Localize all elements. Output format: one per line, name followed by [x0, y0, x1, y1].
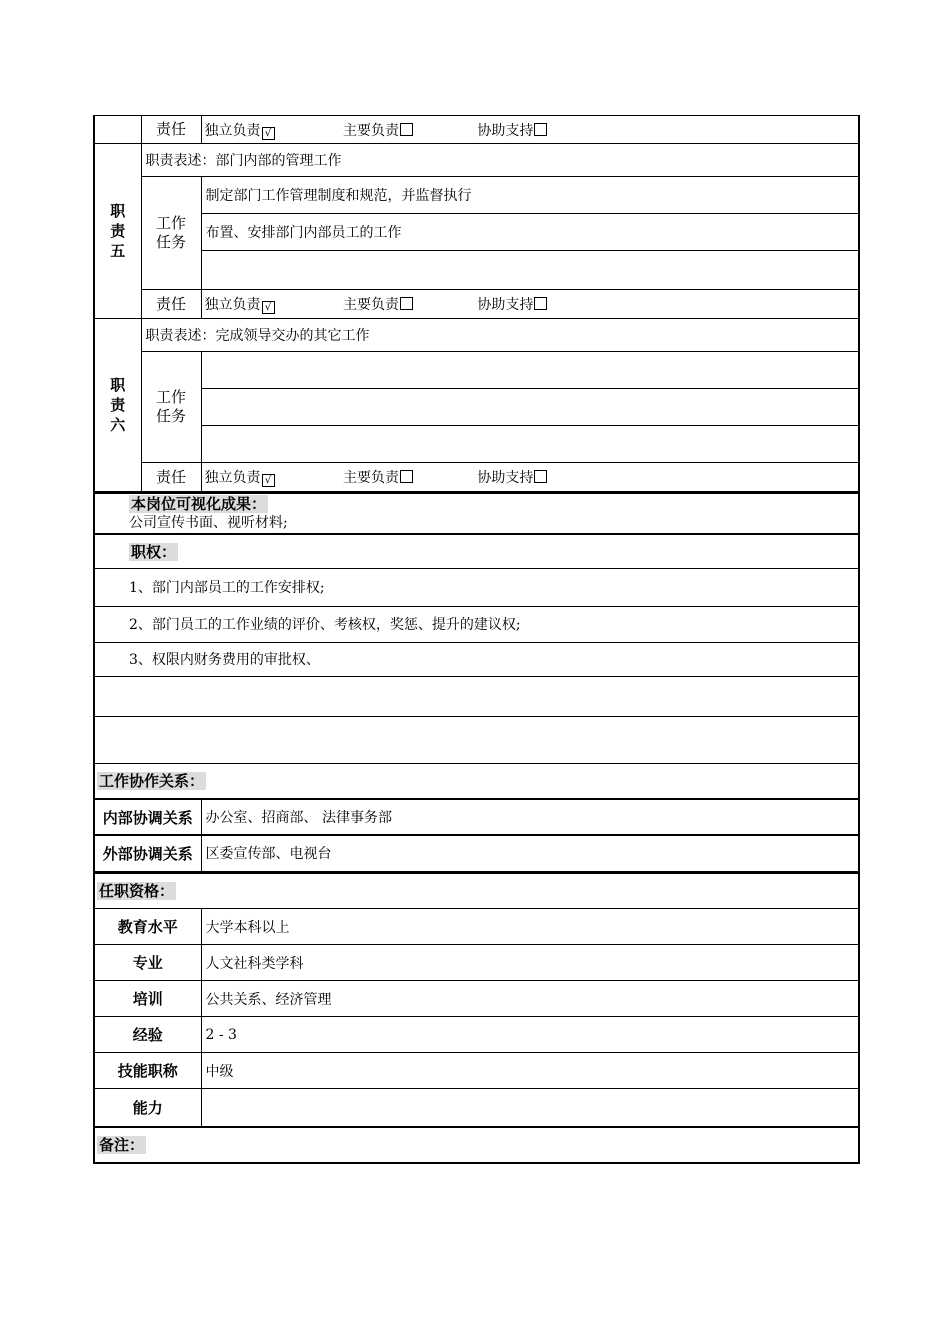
- qualification-row: [94, 1053, 859, 1089]
- authority-item-row: [94, 642, 859, 676]
- main-checkbox[interactable]: [400, 470, 413, 483]
- duty5-description: 职责表述：部门内部的管理工作: [141, 144, 859, 177]
- independent-checkbox[interactable]: √: [262, 301, 275, 314]
- independent-checkbox[interactable]: √: [262, 127, 275, 140]
- resp-label: 责任: [141, 116, 201, 144]
- authority-table: [93, 492, 860, 872]
- authority-heading-row: [94, 534, 859, 568]
- internal-coop-value: 办公室、招商部、 法律事务部: [201, 799, 859, 835]
- responsibility-options: 独立负责 √ 主要负责 协助支持: [201, 463, 859, 492]
- duty6-task-row: [94, 389, 859, 426]
- authority-item-row: [94, 676, 859, 716]
- authority-item-1: 1、部门内部员工的工作安排权;: [94, 568, 859, 606]
- qualification-row: [94, 909, 859, 945]
- authority-item-row: [94, 568, 859, 606]
- main-checkbox[interactable]: [400, 297, 413, 310]
- duty6-task-1: [201, 352, 859, 389]
- duty5-task-row: [94, 177, 859, 214]
- remarks-heading: 备注：: [99, 1136, 145, 1154]
- qualification-row: [94, 945, 859, 981]
- resp-label: 责任: [141, 463, 201, 492]
- visual-results-content: 公司宣传书面、视听材料;: [129, 515, 288, 531]
- duty6-task-3: [201, 426, 859, 463]
- internal-coop-label: 内部协调关系: [94, 799, 201, 835]
- duties-table: [93, 115, 860, 492]
- training-value: 公共关系、经济管理: [201, 981, 859, 1017]
- duty6-responsibility-row: [94, 463, 859, 492]
- independent-checkbox[interactable]: √: [262, 474, 275, 487]
- main-checkbox[interactable]: [400, 123, 413, 136]
- major-value: 人文社科类学科: [201, 945, 859, 981]
- visual-results-row: [94, 493, 859, 534]
- education-value: 大学本科以上: [201, 909, 859, 945]
- skill-title-label: 技能职称: [94, 1053, 201, 1089]
- duty6-task-label: 工作 任务: [141, 352, 201, 463]
- skill-title-value: 中级: [201, 1053, 859, 1089]
- authority-item-4: [94, 676, 859, 716]
- qualifications-table: [93, 872, 860, 1164]
- qualification-row: [94, 981, 859, 1017]
- experience-label: 经验: [94, 1017, 201, 1053]
- ability-value: [201, 1089, 859, 1127]
- duty5-task-row: [94, 214, 859, 251]
- resp-label: 责任: [141, 290, 201, 319]
- qualifications-heading: 任职资格：: [99, 882, 175, 901]
- visual-results-heading: 本岗位可视化成果：: [131, 495, 267, 513]
- job-description-sheet: [93, 115, 858, 1164]
- assist-checkbox[interactable]: [534, 123, 547, 136]
- authority-item-row: [94, 716, 859, 763]
- duty5-description-row: [94, 144, 859, 177]
- duty5-task-row: [94, 251, 859, 290]
- duty6-description: 职责表述：完成领导交办的其它工作: [141, 319, 859, 352]
- experience-value: 2 - 3: [201, 1017, 859, 1053]
- internal-coop-row: [94, 799, 859, 835]
- authority-item-2: 2、部门员工的工作业绩的评价、考核权，奖惩、提升的建议权;: [94, 606, 859, 642]
- external-coop-row: [94, 835, 859, 871]
- authority-item-3: 3、权限内财务费用的审批权、: [94, 642, 859, 676]
- responsibility-options: 独立负责 √ 主要负责 协助支持: [201, 116, 859, 144]
- external-coop-value: 区委宣传部、电视台: [201, 835, 859, 871]
- major-label: 专业: [94, 945, 201, 981]
- duty6-description-row: [94, 319, 859, 352]
- qualifications-heading-row: [94, 873, 859, 909]
- duty5-task-3: [201, 251, 859, 290]
- duty5-responsibility-row: [94, 290, 859, 319]
- duty5-task-1: 制定部门工作管理制度和规范，并监督执行: [201, 177, 859, 214]
- cooperation-heading: 工作协作关系：: [99, 772, 205, 791]
- remarks-row: [94, 1127, 859, 1163]
- cooperation-heading-row: [94, 763, 859, 799]
- duty5-label: 职 责 五: [94, 144, 141, 319]
- external-coop-label: 外部协调关系: [94, 835, 201, 871]
- duty6-label: 职 责 六: [94, 319, 141, 492]
- duty5-task-label: 工作 任务: [141, 177, 201, 290]
- authority-item-row: [94, 606, 859, 642]
- duty6-task-row: [94, 352, 859, 389]
- prev-duty-responsibility-row: [94, 116, 859, 144]
- authority-item-5: [94, 716, 859, 763]
- education-label: 教育水平: [94, 909, 201, 945]
- qualification-row: [94, 1089, 859, 1127]
- duty5-task-2: 布置、安排部门内部员工的工作: [201, 214, 859, 251]
- duty6-task-row: [94, 426, 859, 463]
- training-label: 培训: [94, 981, 201, 1017]
- assist-checkbox[interactable]: [534, 470, 547, 483]
- qualification-row: [94, 1017, 859, 1053]
- assist-checkbox[interactable]: [534, 297, 547, 310]
- ability-label: 能力: [94, 1089, 201, 1127]
- duty6-task-2: [201, 389, 859, 426]
- authority-heading: 职权：: [131, 542, 177, 561]
- responsibility-options: 独立负责 √ 主要负责 协助支持: [201, 290, 859, 319]
